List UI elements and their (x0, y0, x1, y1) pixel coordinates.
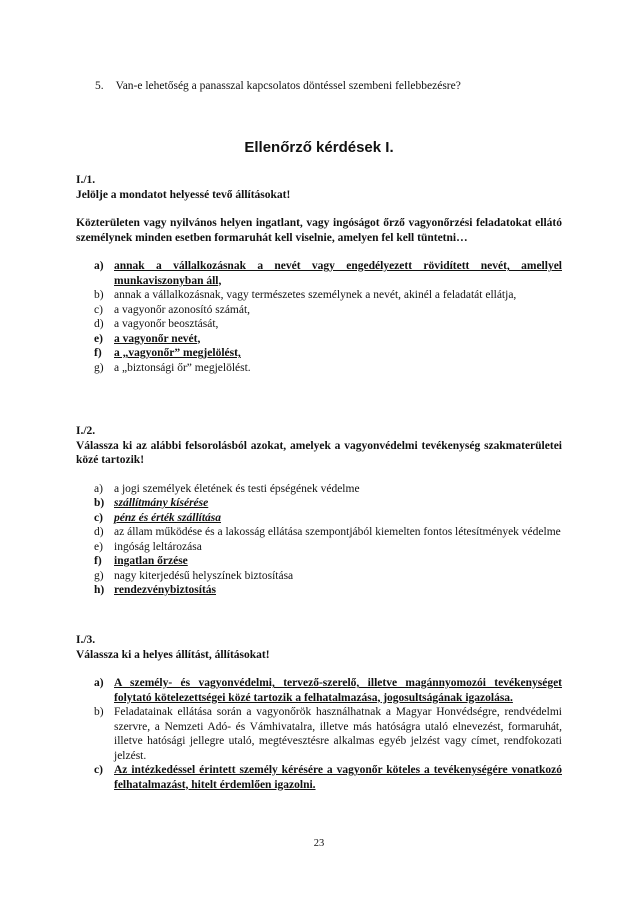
page-title: Ellenőrző kérdések I. (244, 139, 394, 156)
option-item: b) Feladatainak ellátása során a vagyonőrök használhatnak a Magyar Honvédségre, rendvédelmi szervre, a Nemzeti Adó- és Vámhivatalra, illetve más hatóságra utaló elnevezést, formaruhát, illetve hatósági jellegre utaló, megtévesztésre alkalmas egyéb jelzést vagy címet, rendfokozati jelzést. (94, 706, 562, 762)
question-1-instruction: Jelölje a mondatot helyessé tevő állításokat! (76, 188, 291, 201)
question-1-options (76, 259, 562, 375)
option-item: g) nagy kiterjedésű helyszínek biztosítása (94, 569, 294, 582)
question-3-options (76, 676, 562, 792)
option-item: f) a „vagyonőr” megjelölést, (94, 347, 241, 359)
option-item: b) szállítmány kísérése (94, 497, 209, 509)
question-3-instruction: Válassza ki a helyes állítást, állításokat! (76, 648, 270, 661)
question-1-id: I./1. (76, 174, 96, 186)
intro-question-number: 5. (95, 80, 104, 92)
option-item: c) Az intézkedéssel érintett személy kérésére a vagyonőr köteles a tevékenységére vonatkozó felhatalmazást, hitelt érdemlően igazolni. (94, 764, 562, 791)
option-item: b) annak a vállalkozásnak, vagy természetes személynek a nevét, akinél a feladatát ellátja, (94, 289, 517, 301)
option-item: d) a vagyonőr beosztását, (94, 318, 219, 330)
question-2 (76, 424, 562, 598)
option-item: c) pénz és érték szállítása (94, 511, 222, 524)
intro-question (95, 80, 461, 92)
option-item: h) rendezvénybiztosítás (94, 584, 217, 596)
question-1-stem: Közterületen vagy nyilvános helyen ingatlant, vagy ingóságot őrző vagyonőrzési feladatokat ellátó személynek minden esetben formaruhát kell viselnie, amelyen fel kell tüntetni… (76, 217, 562, 244)
question-2-id: I./2. (76, 425, 96, 437)
question-1 (76, 173, 562, 375)
option-item: e) a vagyonőr nevét, (94, 332, 201, 345)
option-item: d) az állam működése és a lakosság ellátása szempontjából kiemelten fontos létesítmények védelme (94, 526, 561, 538)
option-item: a) A személy- és vagyonvédelmi, tervező-szerelő, illetve magánnyomozói tevékenységet folytató kötelezettségei közé tartozik a felhatalmazása, jogosultságának igazolása. (94, 677, 562, 704)
option-item: a) a jogi személyek életének és testi épségének védelme (94, 482, 360, 495)
question-3-id: I./3. (76, 634, 96, 646)
option-item: g) a „biztonsági őr” megjelölést. (94, 361, 251, 374)
intro-question-text: Van-e lehetőség a panasszal kapcsolatos döntéssel szembeni fellebbezésre? (115, 80, 461, 92)
question-3 (76, 633, 562, 792)
option-item: c) a vagyonőr azonosító számát, (94, 303, 251, 316)
option-item: e) ingóság leltározása (94, 540, 202, 553)
question-2-options (76, 482, 562, 598)
option-item: f) ingatlan őrzése (94, 555, 188, 567)
question-2-instruction: Válassza ki az alábbi felsorolásból azokat, amelyek a vagyonvédelmi tevékenység szakmaterületei közé tartozik! (76, 439, 562, 466)
option-item: a) annak a vállalkozásnak a nevét vagy engedélyezett rövidített nevét, amellyel munkaviszonyban áll, (94, 260, 562, 287)
page-number: 23 (313, 838, 325, 849)
